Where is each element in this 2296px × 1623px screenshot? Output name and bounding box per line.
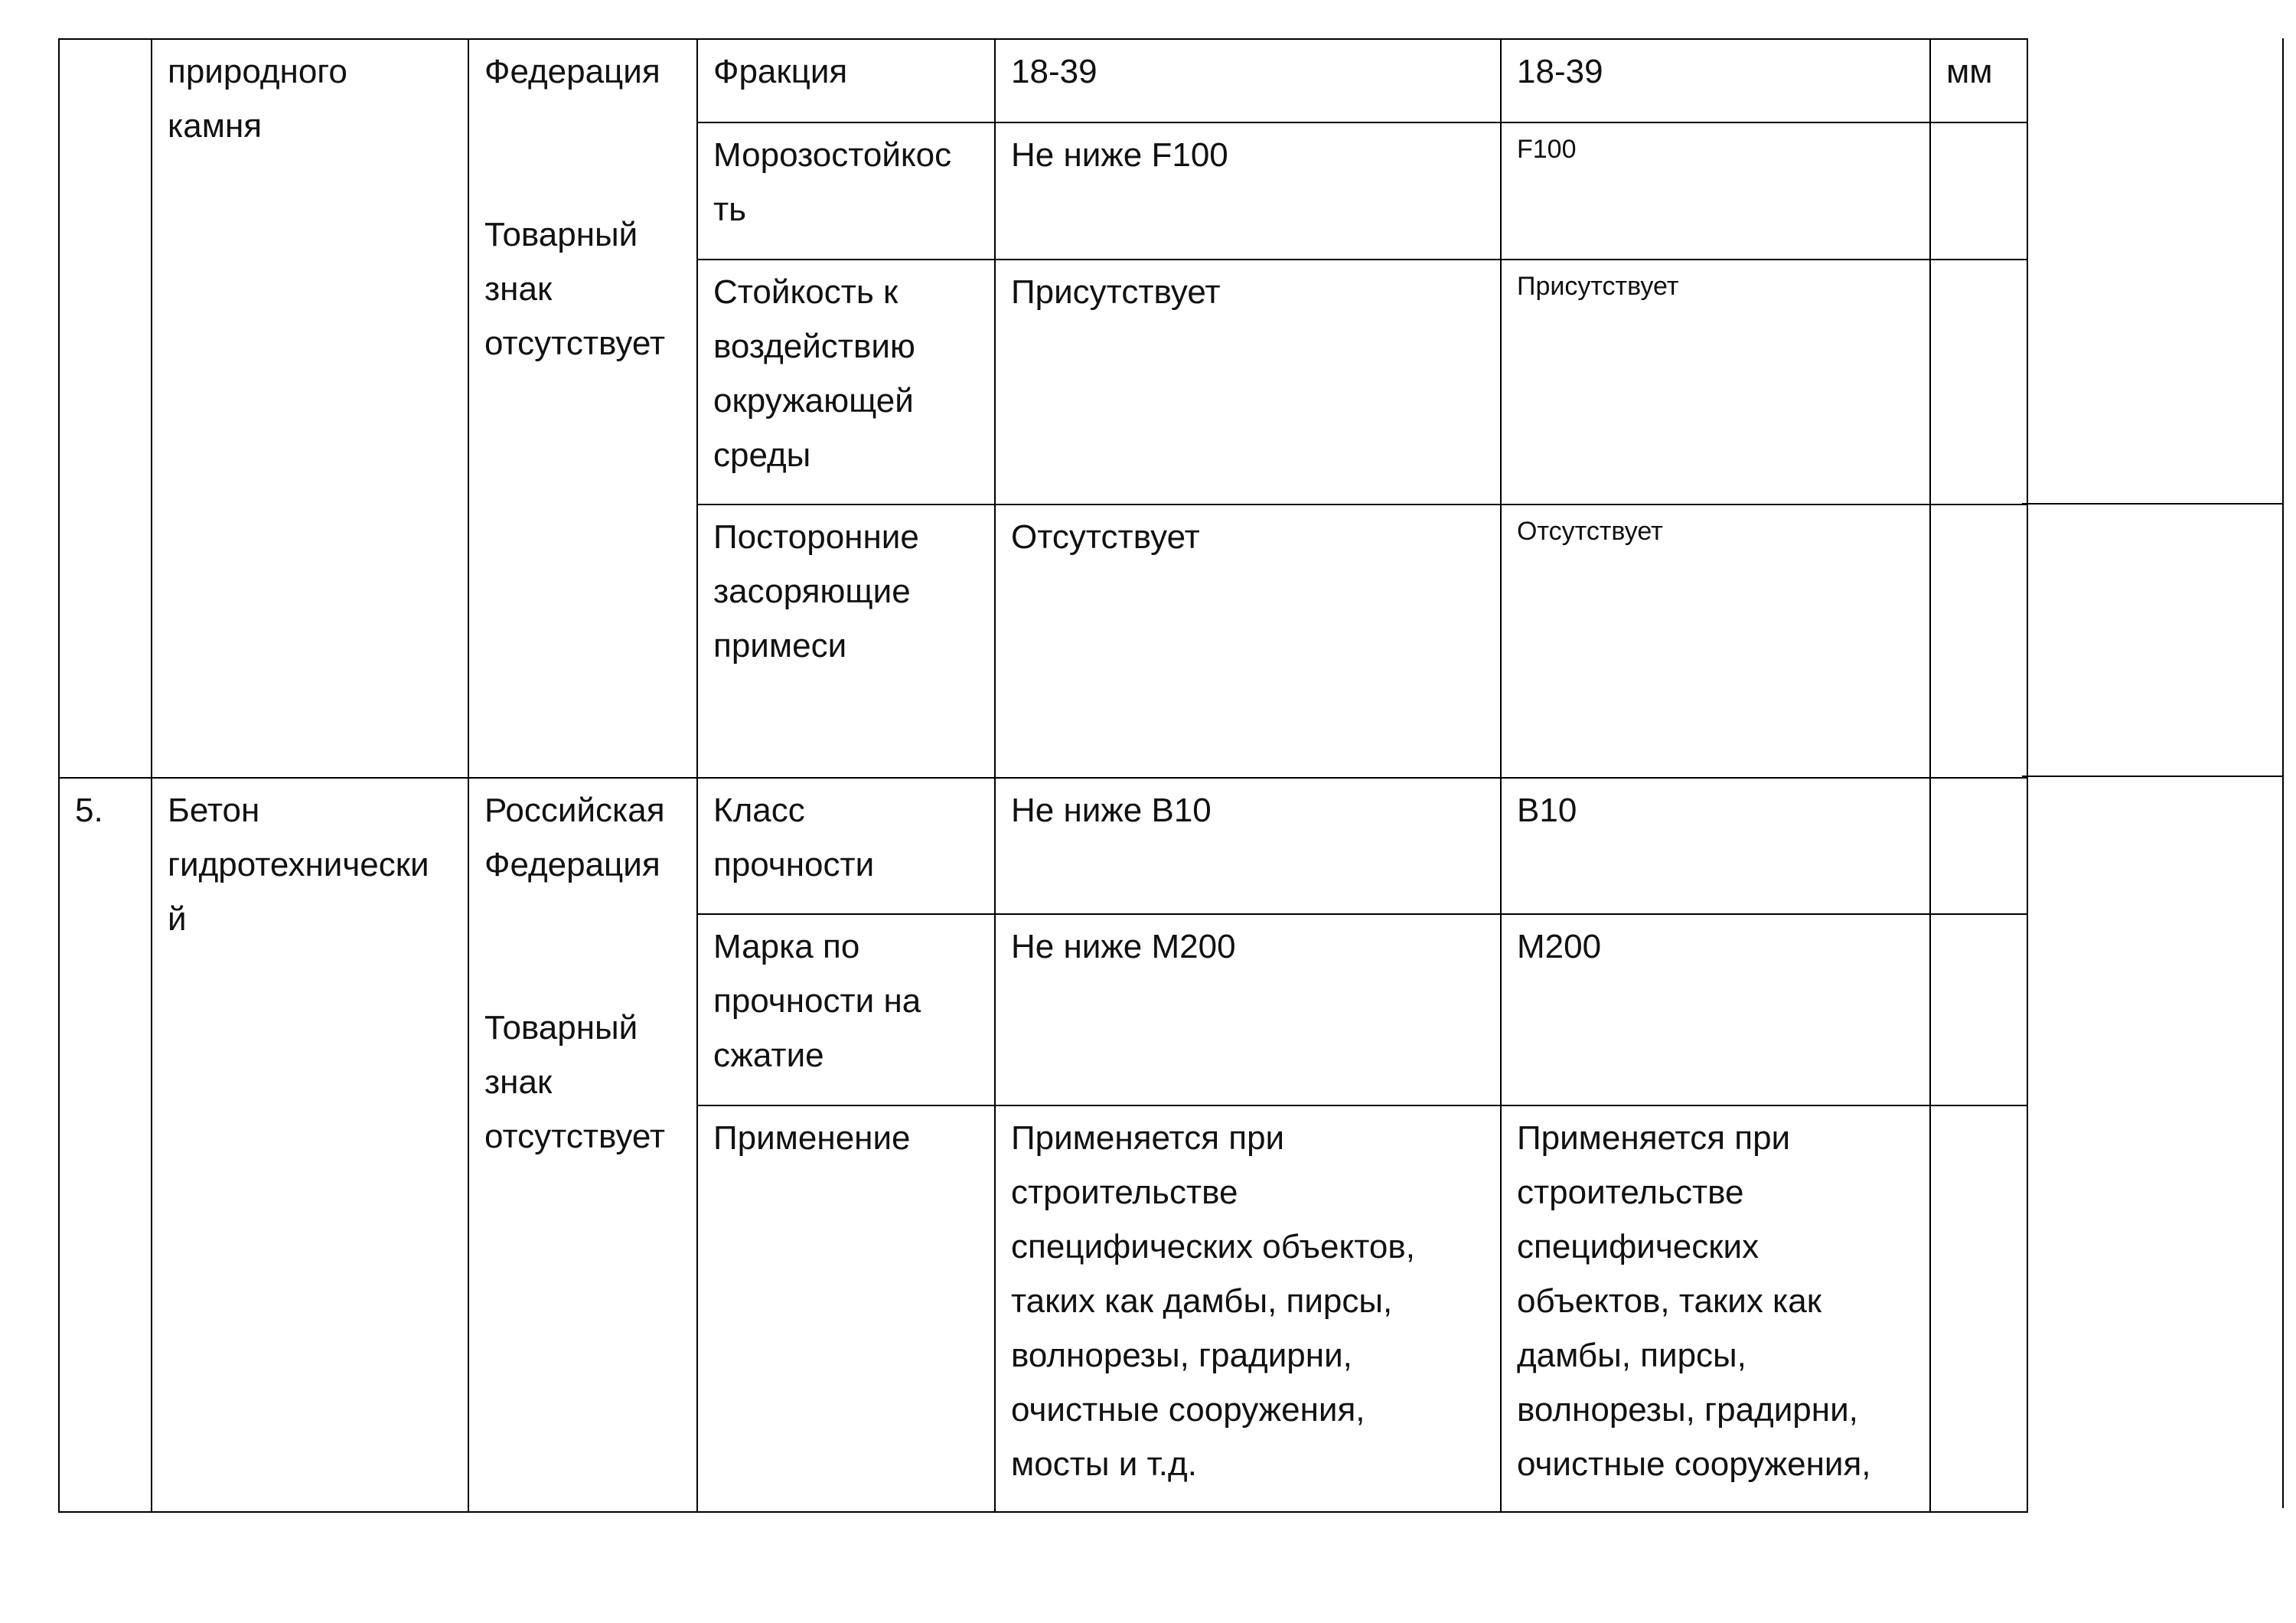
param-name-cell: Марка по прочности на сжатие	[697, 914, 995, 1105]
param-unit-cell	[1930, 260, 2027, 505]
table-row	[59, 778, 2027, 914]
param-name-cell: Морозостойкос ть	[697, 122, 995, 260]
param-offered-cell: 18-39	[1501, 39, 1930, 122]
param-required-cell: Отсутствует	[995, 505, 1501, 778]
param-name-cell: Класс прочности	[697, 778, 995, 914]
param-required-cell: Не ниже В10	[995, 778, 1501, 914]
item-name-cell: Бетон гидротехнически й	[152, 778, 468, 1512]
param-unit-cell	[1930, 1105, 2027, 1512]
param-offered-cell: В10	[1501, 778, 1930, 914]
spec-table	[58, 38, 2028, 1513]
item-country-cell: Российская Федерация Товарный знак отсутствует	[468, 778, 697, 1512]
item-name-cell: природного камня	[152, 39, 468, 778]
param-required-cell: Не ниже F100	[995, 122, 1501, 260]
param-offered-cell: М200	[1501, 914, 1930, 1105]
param-name-cell: Применение	[697, 1105, 995, 1512]
extra-horizontal-line	[2022, 503, 2282, 505]
item-number-cell: 5.	[59, 778, 152, 1512]
param-name-cell: Посторонние засоряющие примеси	[697, 505, 995, 778]
param-unit-cell: мм	[1930, 39, 2027, 122]
item-country-cell: Федерация Товарный знак отсутствует	[468, 39, 697, 778]
param-required-cell: Присутствует	[995, 260, 1501, 505]
param-required-cell: Применяется при строительстве специфических объектов, таких как дамбы, пирсы, волнорезы, градирни, очистные сооружения, мосты и т.д.	[995, 1105, 1501, 1512]
param-unit-cell	[1930, 505, 2027, 778]
param-offered-cell: F100	[1501, 122, 1930, 260]
param-unit-cell	[1930, 122, 2027, 260]
param-required-cell: 18-39	[995, 39, 1501, 122]
param-offered-cell: Применяется при строительстве специфических объектов, таких как дамбы, пирсы, волнорезы, градирни, очистные сооружения,	[1501, 1105, 1930, 1512]
param-unit-cell	[1930, 778, 2027, 914]
param-offered-cell: Отсутствует	[1501, 505, 1930, 778]
item-number-cell	[59, 39, 152, 778]
param-name-cell: Фракция	[697, 39, 995, 122]
param-offered-cell: Присутствует	[1501, 260, 1930, 505]
extra-horizontal-line	[2022, 776, 2282, 777]
param-name-cell: Стойкость к воздействию окружающей среды	[697, 260, 995, 505]
right-edge-vertical-line	[2282, 38, 2284, 1508]
param-unit-cell	[1930, 914, 2027, 1105]
table-row	[59, 39, 2027, 122]
param-required-cell: Не ниже М200	[995, 914, 1501, 1105]
